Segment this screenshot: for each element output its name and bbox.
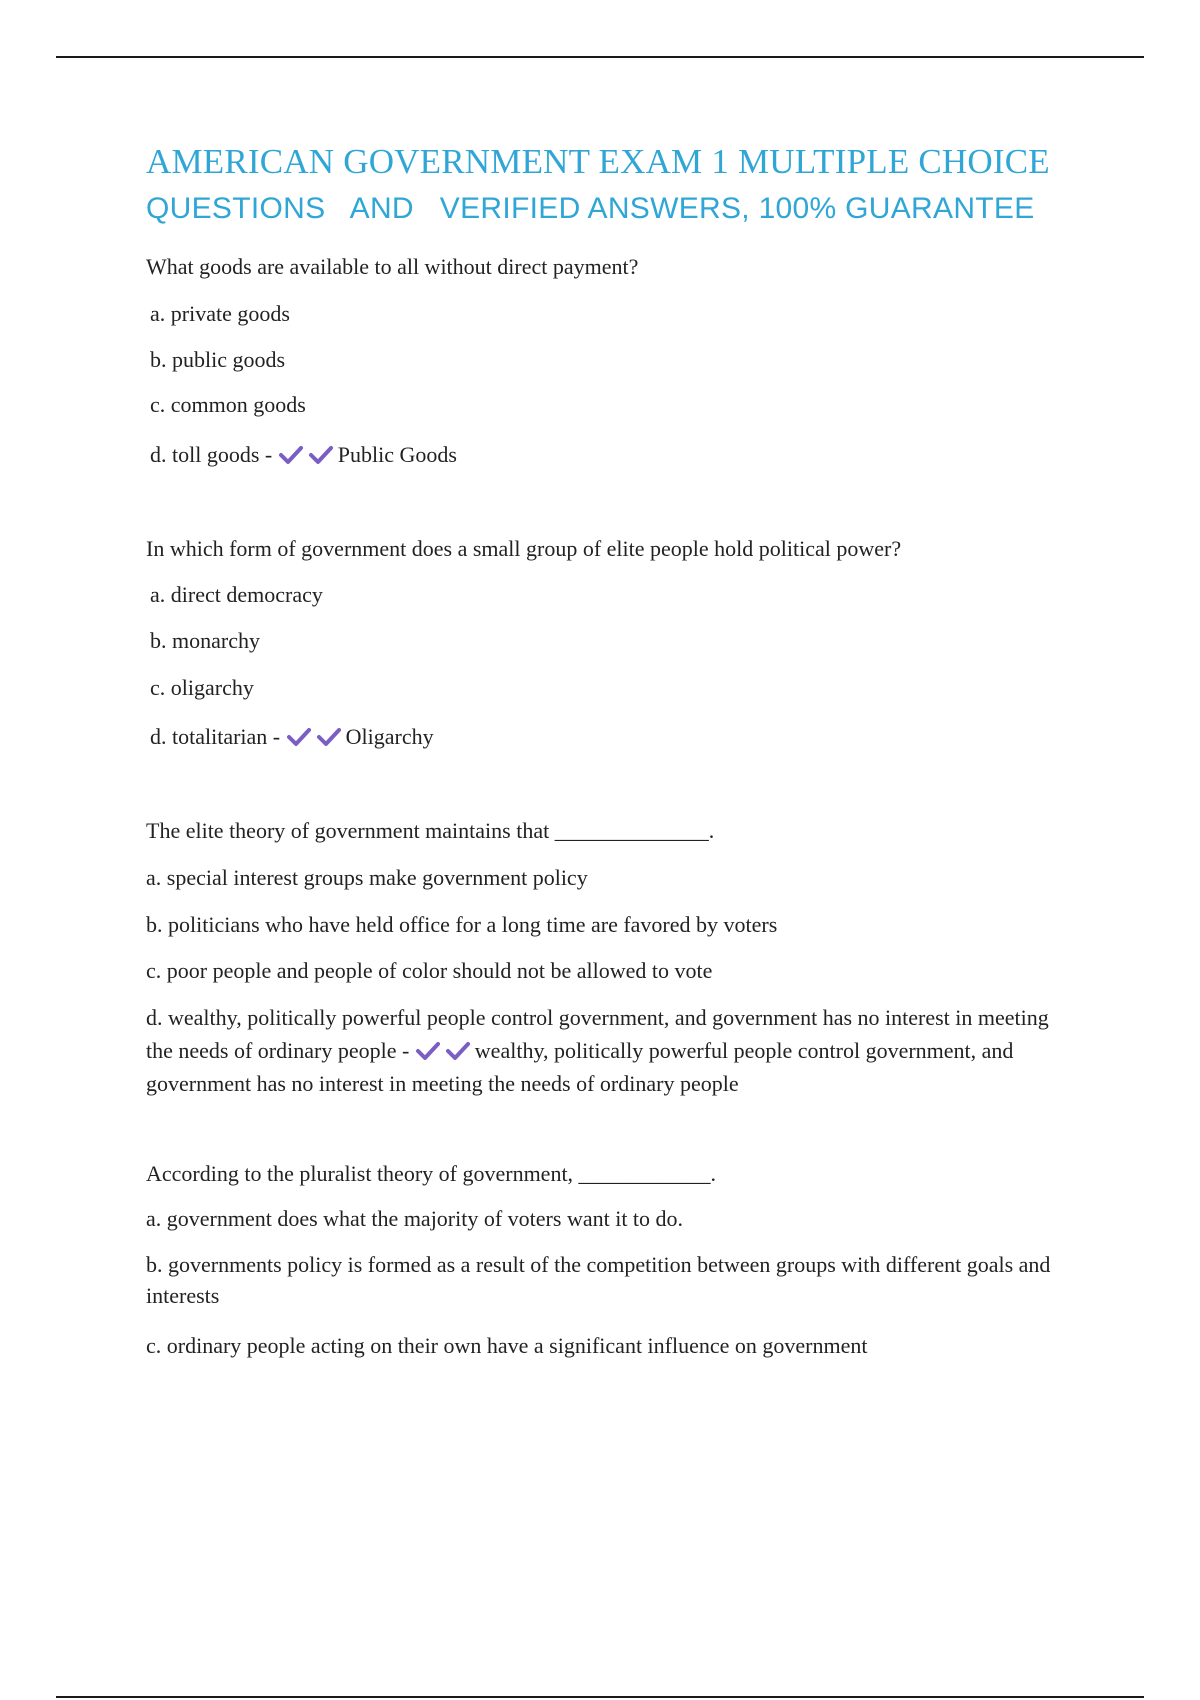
question-3-option-a: a. special interest groups make government policy [146,865,588,890]
check-icon [308,444,334,466]
check-icon [415,1040,441,1062]
question-2-option-d: d. totalitarian - [150,724,281,749]
question-2-text: In which form of government does a small group of elite people hold political power? [146,536,902,561]
question-1-option-d: d. toll goods - [150,442,273,467]
question-2-answer: Oligarchy [345,724,434,749]
question-3-option-d-row [146,1001,1066,1100]
question-1-option-a: a. private goods [150,301,290,326]
check-icon [316,726,342,748]
question-3-option-c: c. poor people and people of color should not be allowed to vote [146,958,713,983]
document-title-line1: AMERICAN GOVERNMENT EXAM 1 MULTIPLE CHOICE [146,142,1050,181]
question-1-text: What goods are available to all without direct payment? [146,254,639,279]
check-icon [278,444,304,466]
top-divider [56,56,1144,58]
question-1-option-d-row [150,442,457,468]
check-icon [445,1040,471,1062]
question-2-option-d-row [150,724,434,750]
question-3-option-d: d. wealthy, politically powerful people control government, and government has no interest in meeting the needs of ordinary people - [146,1005,1049,1063]
question-1-answer: Public Goods [337,442,457,467]
question-2-option-a: a. direct democracy [150,582,323,607]
question-1-option-c: c. common goods [150,392,306,417]
question-2-option-b: b. monarchy [150,628,260,653]
question-3-answer: wealthy, politically powerful people control government, and government has no interest in meeting the needs of ordinary people [146,1038,1014,1096]
question-3-text: The elite theory of government maintains that ______________. [146,818,715,843]
check-icon [286,726,312,748]
question-4-option-a: a. government does what the majority of voters want it to do. [146,1206,684,1231]
question-4-text: According to the pluralist theory of government, ____________. [146,1161,717,1186]
question-3-option-b: b. politicians who have held office for a long time are favored by voters [146,912,778,937]
bottom-divider [56,1696,1144,1698]
question-4-option-b: b. governments policy is formed as a result of the competition between groups with different goals and interests [146,1252,1051,1308]
question-1-option-b: b. public goods [150,347,286,372]
question-4-option-c: c. ordinary people acting on their own have a significant influence on government [146,1333,868,1358]
question-2-option-c: c. oligarchy [150,675,254,700]
document-title-line2: QUESTIONS AND VERIFIED ANSWERS, 100% GUARANTEE [146,192,1035,225]
